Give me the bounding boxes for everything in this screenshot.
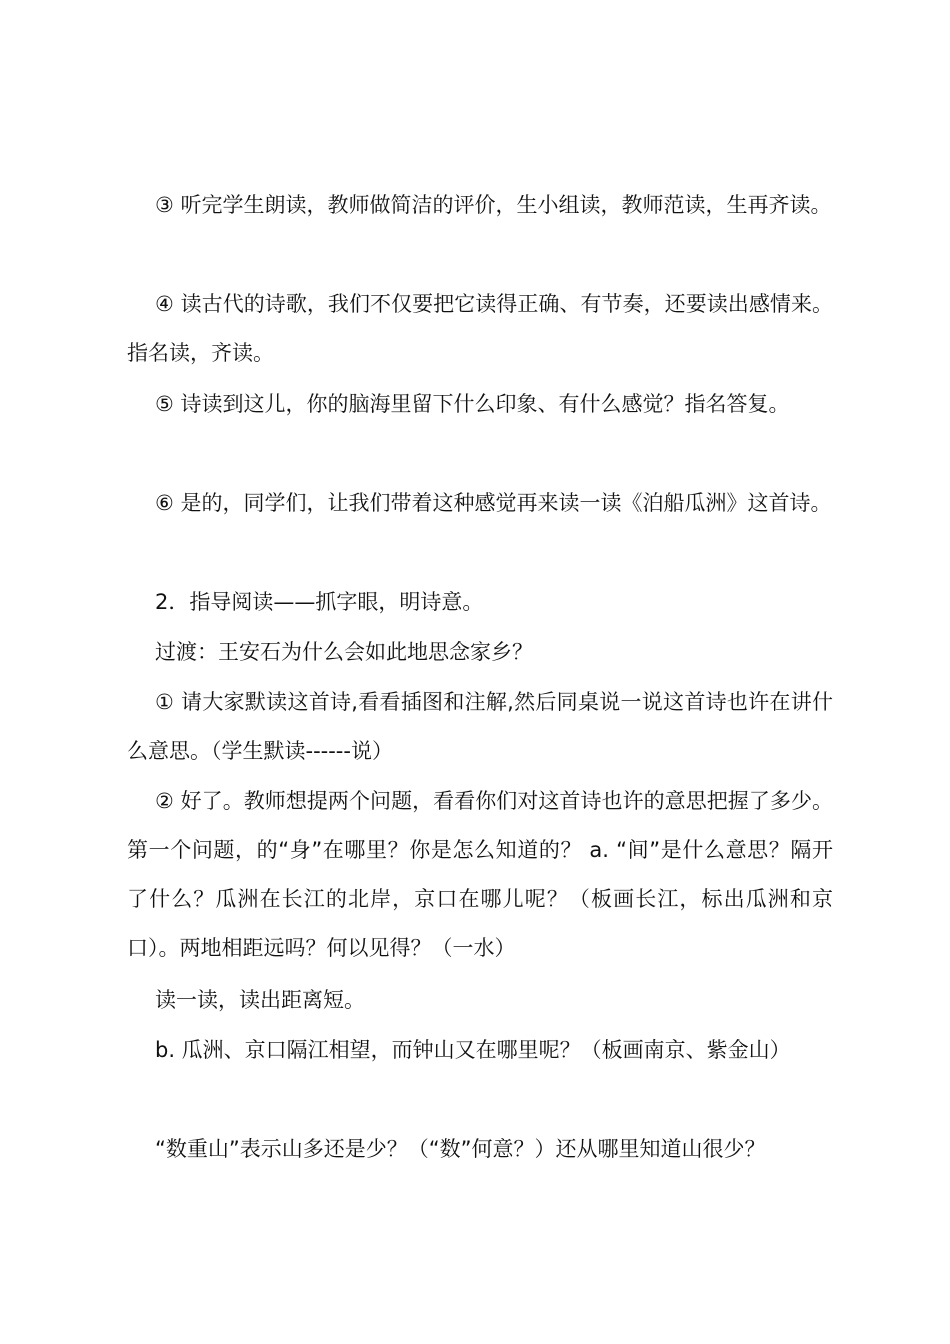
paragraph-step-2: ② 好了。教师想提两个问题，看看你们对这首诗也许的意思把握了多少。第一个问题，的“身”在哪里？你是怎么知道的？ a. “间”是什么意思？隔开了什么？瓜洲在长江的北岸，京口在哪儿呢？（板画长江，标出瓜洲和京口）。两地相距远吗？何以见得？（一水） [127,789,833,960]
paragraph-step-3: ③ 听完学生朗读，教师做简洁的评价，生小组读，教师范读，生再齐读。 [155,193,832,217]
paragraph-read-aloud: 读一读，读出距离短。 [155,988,365,1012]
paragraph-step-1: ① 请大家默读这首诗,看看插图和注解,然后同桌说一说这首诗也许在讲什么意思。（学生默读------说） [127,690,833,763]
paragraph-step-6: ⑥ 是的，同学们，让我们带着这种感觉再来读一读《泊船瓜洲》这首诗。 [155,491,832,515]
paragraph-step-b: b. 瓜洲、京口隔江相望，而钟山又在哪里呢？（板画南京、紫金山） [155,1038,791,1062]
paragraph-step-5: ⑤ 诗读到这儿，你的脑海里留下什么印象、有什么感觉？指名答复。 [155,392,790,416]
paragraph-step-4: ④ 读古代的诗歌，我们不仅要把它读得正确、有节奏，还要读出感情来。指名读，齐读。 [127,292,833,365]
paragraph-transition: 过渡：王安石为什么会如此地思念家乡？ [155,640,533,664]
paragraph-question-mountains: “数重山”表示山多还是少？（“数”何意？）还从哪里知道山很少？ [155,1137,766,1161]
section-heading-guided-reading: 2．指导阅读——抓字眼，明诗意。 [155,590,484,614]
